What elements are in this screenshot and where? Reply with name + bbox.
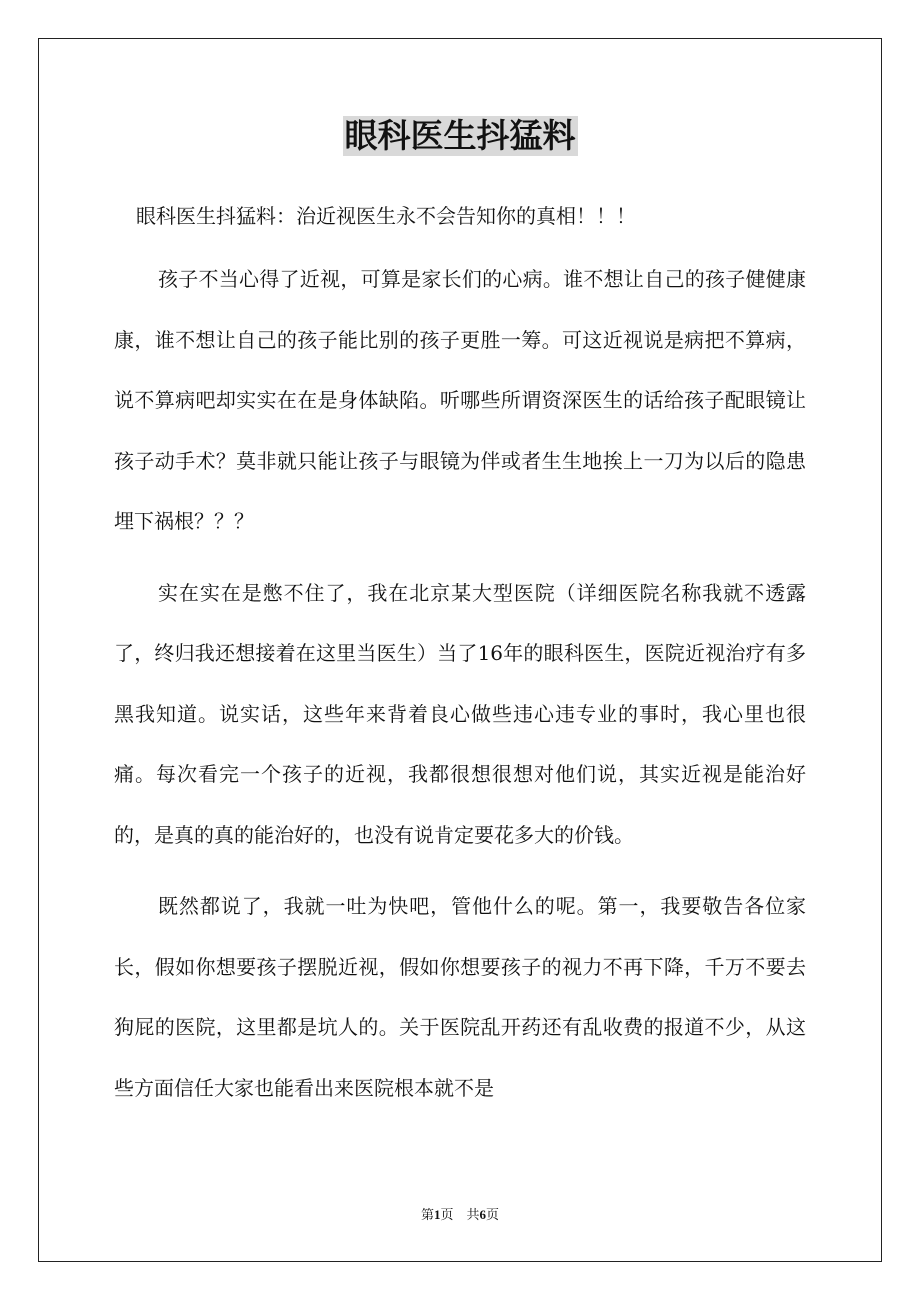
footer-suffix: 页 <box>486 1207 500 1222</box>
footer-prefix: 第 <box>420 1207 434 1222</box>
document-title: 眼科医生抖猛料 <box>344 116 576 155</box>
document-body <box>114 194 806 1118</box>
lead-line: 眼科医生抖猛料：治近视医生永不会告知你的真相！！！ <box>136 204 636 228</box>
footer-page-total: 6 <box>479 1207 486 1222</box>
footer-page-current: 1 <box>433 1207 441 1222</box>
paragraph-3: 既然都说了，我就一吐为快吧，管他什么的呢。第一，我要敬告各位家长，假如你想要孩子摆脱近视，假如你想要孩子的视力不再下降，千万不要去狗屁的医院，这里都是坑人的。关于医院乱开药还有乱收费的报道不少，从这些方面信任大家也能看出来医院根本就不是 <box>114 894 806 1100</box>
paragraph-2: 实在实在是憋不住了，我在北京某大型医院（详细医院名称我就不透露了，终归我还想接着在这里当医生）当了16年的眼科医生，医院近视治疗有多黑我知道。说实话，这些年来背着良心做些违心违专业的事时，我心里也很痛。每次看完一个孩子的近视，我都很想很想对他们说，其实近视是能治好的，是真的真的能治好的，也没有说肯定要花多大的价钱。 <box>114 580 806 847</box>
page-footer <box>0 1206 920 1224</box>
paragraph-1: 孩子不当心得了近视，可算是家长们的心病。谁不想让自己的孩子健健康康，谁不想让自己的孩子能比别的孩子更胜一筹。可这近视说是病把不算病，说不算病吧却实实在在是身体缺陷。听哪些所谓资深医生的话给孩子配眼镜让孩子动手术？莫非就只能让孩子与眼镜为伴或者生生地挨上一刀为以后的隐患埋下祸根？？？ <box>114 267 806 533</box>
footer-mid: 页 共 <box>440 1207 480 1222</box>
title-container <box>0 116 920 156</box>
